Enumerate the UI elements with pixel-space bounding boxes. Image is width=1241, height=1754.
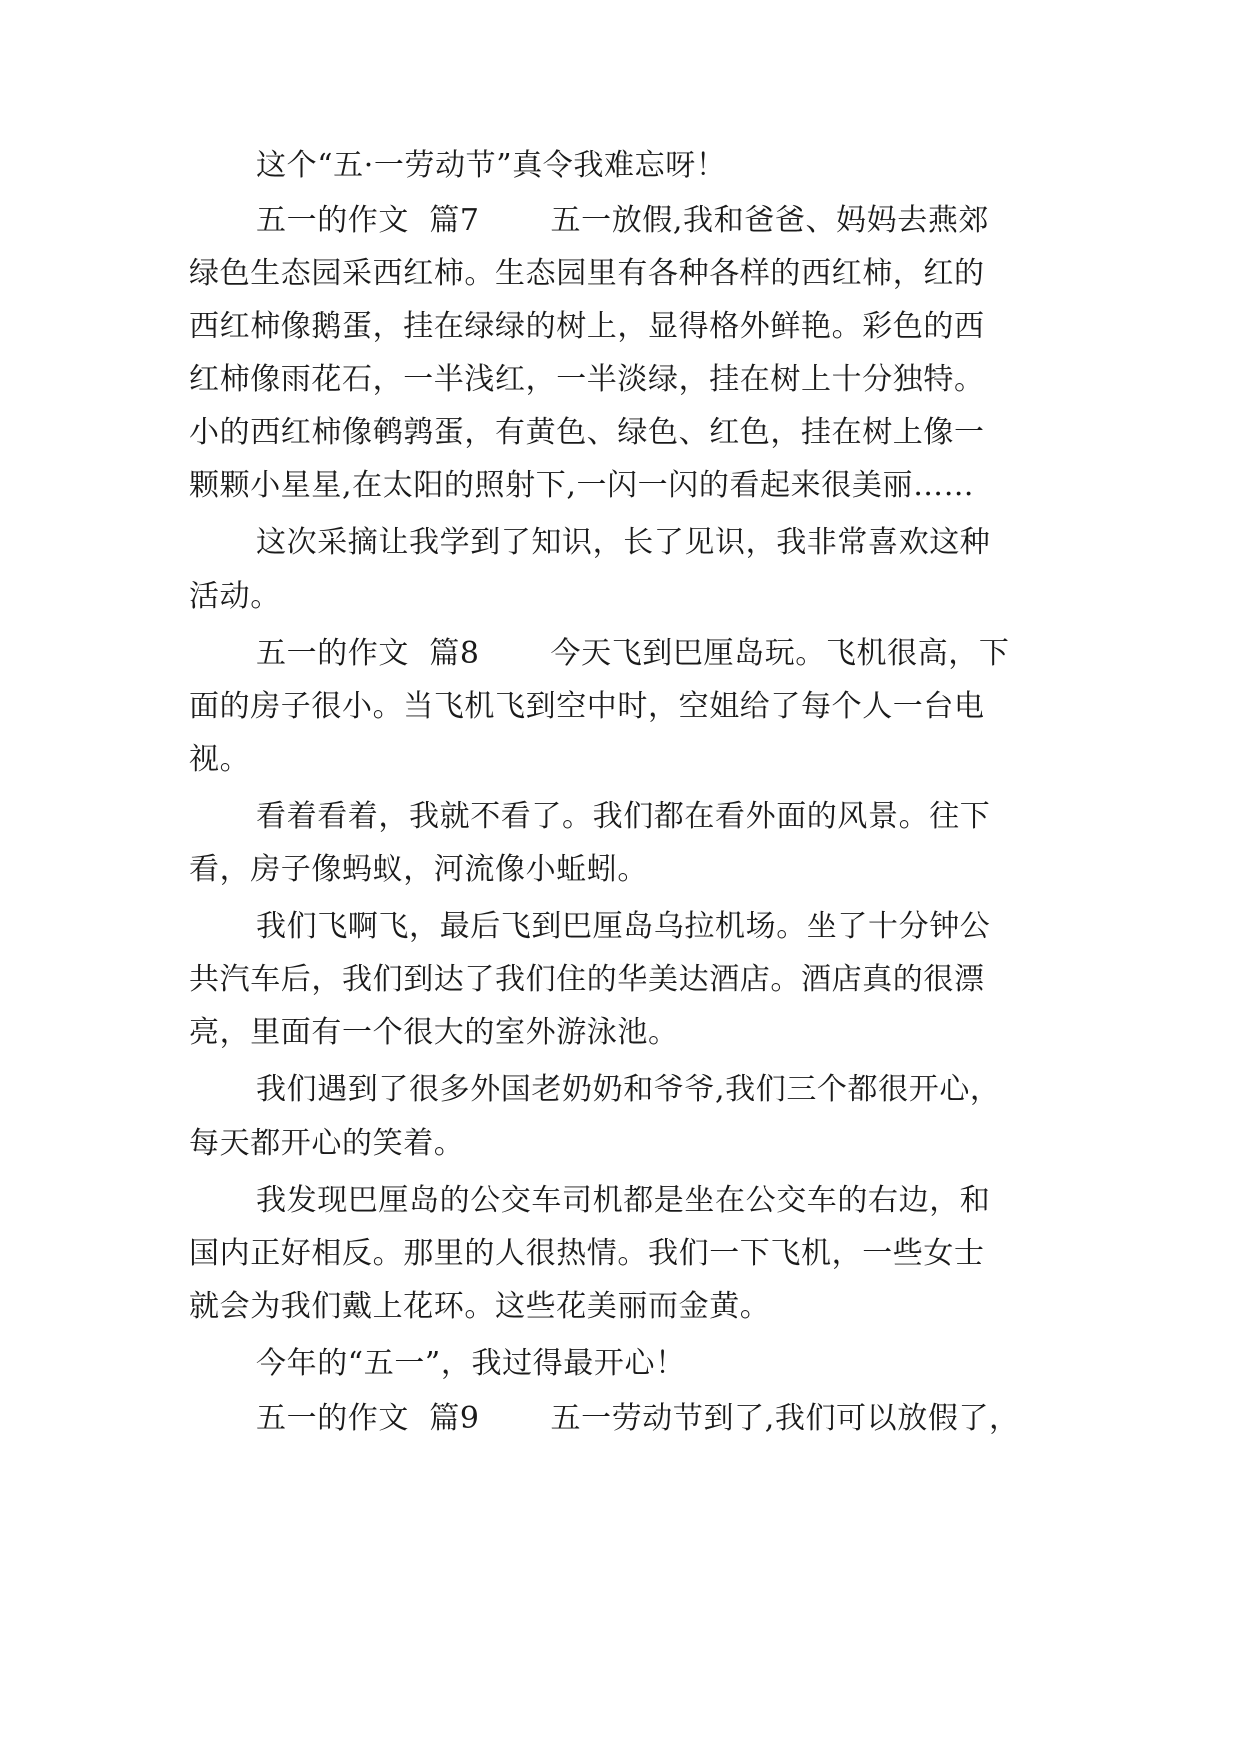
paragraph-line: 我们遇到了很多外国老奶奶和爷爷,我们三个都很开心， (256, 1072, 1001, 1107)
paragraph-line: 我发现巴厘岛的公交车司机都是坐在公交车的右边，和 (256, 1183, 991, 1218)
paragraph-line: 面的房子很小。当飞机飞到空中时，空姐给了每个人一台电 (189, 689, 985, 724)
paragraph-line: 看着看着，我就不看了。我们都在看外面的风景。往下 (256, 799, 991, 834)
paragraph-line: 每天都开心的笑着。 (189, 1126, 465, 1161)
paragraph-line: 我们飞啊飞，最后飞到巴厘岛乌拉机场。坐了十分钟公 (256, 909, 991, 944)
paragraph-line: 这个“五·一劳动节”真令我难忘呀！ (256, 148, 727, 183)
paragraph-line: 活动。 (189, 579, 281, 614)
paragraph-line: 国内正好相反。那里的人很热情。我们一下飞机，一些女士 (189, 1236, 985, 1271)
paragraph-line: 就会为我们戴上花环。这些花美丽而金黄。 (189, 1289, 771, 1324)
paragraph-line: 西红柿像鹅蛋，挂在绿绿的树上，显得格外鲜艳。彩色的西 (189, 309, 985, 344)
essay-heading-line: 五一的作文 篇8 今天飞到巴厘岛玩。飞机很高，下 (256, 636, 1010, 671)
paragraph-line: 看，房子像蚂蚁，河流像小蚯蚓。 (189, 852, 648, 887)
paragraph-line: 视。 (189, 742, 251, 777)
paragraph-line: 绿色生态园采西红柿。生态园里有各种各样的西红柿，红的 (189, 256, 985, 291)
paragraph-line: 小的西红柿像鹌鹑蛋，有黄色、绿色、红色，挂在树上像一 (189, 415, 985, 450)
paragraph-line: 红柿像雨花石，一半浅红，一半淡绿，挂在树上十分独特。 (189, 362, 985, 397)
essay-heading-line: 五一的作文 篇7 五一放假,我和爸爸、妈妈去燕郊 (256, 203, 990, 238)
essay-heading-line: 五一的作文 篇9 五一劳动节到了,我们可以放假了， (256, 1401, 1020, 1436)
paragraph-line: 颗颗小星星,在太阳的照射下,一闪一闪的看起来很美丽…… (189, 468, 975, 503)
paragraph-line: 这次采摘让我学到了知识，长了见识，我非常喜欢这种 (256, 525, 991, 560)
paragraph-line: 亮，里面有一个很大的室外游泳池。 (189, 1015, 679, 1050)
paragraph-line: 今年的“五一”，我过得最开心！ (256, 1346, 686, 1381)
paragraph-line: 共汽车后，我们到达了我们住的华美达酒店。酒店真的很漂 (189, 962, 985, 997)
